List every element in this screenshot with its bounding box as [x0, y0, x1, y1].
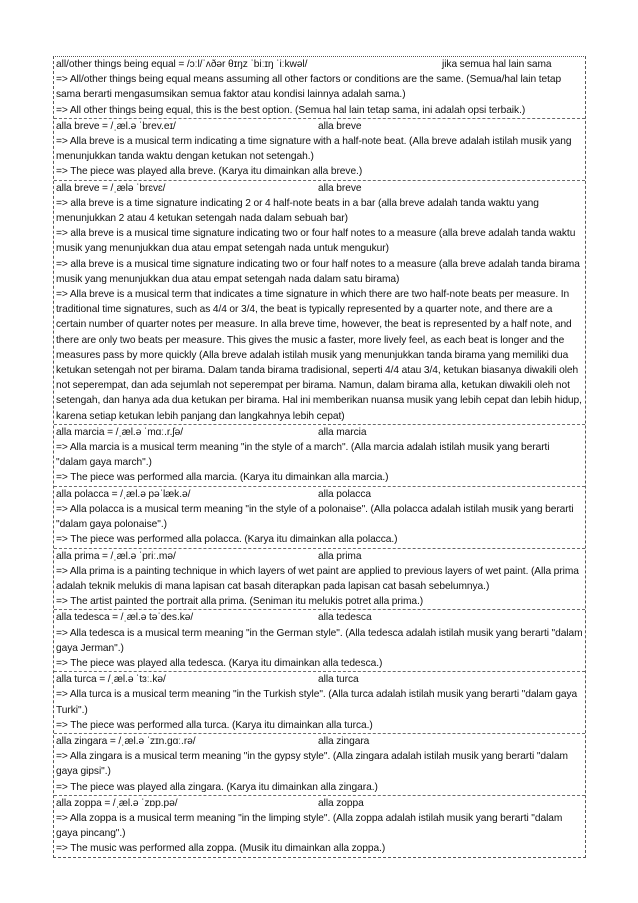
entry-term: alla zingara = /ˌæl.ə ˈzɪn.ɡɑː.rə/ — [56, 735, 196, 747]
entry-translation: alla zingara — [318, 735, 370, 747]
entry-definition: => Alla breve is a musical term indicating a time signature with a half-note beat. (Alla breve adalah istilah musik yang menunjukkan tanda waktu dengan ketukan not setengah.) — [56, 136, 572, 163]
entry-translation: alla tedesca — [318, 612, 372, 624]
entry-example: => The piece was played alla zingara. (Karya itu dimainkan alla zingara.) — [56, 781, 378, 793]
entry-definition: => Alla polacca is a musical term meaning "in the style of a polonaise". (Alla polacca adalah istilah musik yang berarti "dalam gaya polonaise".) — [56, 503, 574, 531]
entry-translation: alla turca — [318, 674, 359, 686]
entry-definition: => Alla turca is a musical term meaning "in the Turkish style". (Alla turca adalah istilah musik yang berarti "dalam gaya Turki".) — [56, 689, 578, 716]
entry-definition: => Alla prima is a painting technique in which layers of wet paint are applied to previous layers of wet paint. (Alla prima adalah teknik melukis di mana lapisan cat basah diterapkan pada lapisan cat basah sebelumnya.) — [56, 565, 579, 592]
entry-term: alla breve = /ˌæl.ə ˈbrev.eɪ/ — [56, 120, 176, 132]
entry-translation: alla polacca — [318, 488, 372, 500]
glossary-entry — [54, 796, 585, 857]
entry-term: all/other things being equal = /ɔːl/ˈʌðər θɪŋz ˈbiːɪŋ ˈiːkwəl/ — [56, 59, 308, 70]
entry-definition: => All/other things being equal means assuming all other factors or conditions are the same. (Semua/hal lain tetap sama berarti mengasumsikan semua faktor atau kondisi lainnya adalah sama.) — [56, 74, 562, 101]
entry-definition: => Alla zoppa is a musical term meaning "in the limping style". (Alla zoppa adalah istilah musik yang berarti "dalam gaya pincang".) — [56, 812, 563, 840]
entry-translation: alla zoppa — [318, 797, 364, 809]
entry-definition: => Alla tedesca is a musical term meaning "in the German style". (Alla tedesca adalah istilah musik yang berarti "dalam gaya Jerman".) — [56, 627, 583, 654]
entry-term: alla polacca = /ˌæl.ə pəˈlæk.ə/ — [56, 488, 191, 500]
entry-term: alla turca = /ˌæl.ə ˈtɜː.kə/ — [56, 674, 166, 686]
glossary-entry — [54, 610, 585, 672]
entry-definition: => alla breve is a musical time signature indicating two or four half notes to a measure (alla breve adalah tanda birama musik yang menunjukkan dua atau empat setengah nada dalam satu birama) — [56, 258, 580, 285]
glossary-entries — [53, 56, 586, 858]
entry-example: => The artist painted the portrait alla prima. (Seniman itu melukis potret alla prima.) — [56, 596, 424, 608]
entry-term: alla marcia = /ˌæl.ə ˈmɑː.r.ʃə/ — [56, 426, 184, 438]
entry-translation: alla prima — [318, 550, 362, 562]
entry-example: => The piece was played alla tedesca. (Karya itu dimainkan alla tedesca.) — [56, 657, 383, 669]
entry-translation: jika semua hal lain sama — [442, 59, 552, 70]
glossary-entry — [54, 119, 585, 181]
entry-example: => All other things being equal, this is the best option. (Semua hal lain tetap sama, ini adalah opsi terbaik.) — [56, 104, 526, 116]
entry-definition: => Alla breve is a musical term that indicates a time signature in which there are two half-note beats per measure. In traditional time signatures, such as 4/4 or 3/4, the beat is typically represented by a quarter note, and there are a certain number of quarter notes per measure. In alla breve time, however, the beat is represented by a half note, and there are only two beats per measure. This gives the music a faster, more lively feel, as each beat is longer and the measures pass by more quickly (Alla breve adalah istilah musik yang menunjukkan tanda birama yang memiliki dua ketukan setengah not per birama. Dalam tanda birama tradisional, seperti 4/4 atau 3/4, ketukan biasanya diwakili oleh not seperempat, dan ada sejumlah not seperempat per birama. Namun, dalam birama alla, ketukan diwakili oleh not setengah, dan hanya ada dua ketukan per birama. Hal ini memberikan nuansa musik yang lebih cepat dan lebih hidup, karena setiap ketukan lebih panjang dan langkahnya lebih cepat) — [56, 289, 582, 422]
glossary-entry — [54, 57, 585, 119]
entry-definition: => Alla marcia is a musical term meaning "in the style of a march". (Alla marcia adalah istilah musik yang berarti "dalam gaya march".) — [56, 442, 550, 469]
glossary-entry — [54, 734, 585, 796]
entry-translation: alla breve — [318, 120, 362, 132]
glossary-entry — [54, 672, 585, 734]
entry-term: alla tedesca = /ˌæl.ə təˈdes.kə/ — [56, 612, 194, 624]
entry-definition: => alla breve is a musical time signature indicating two or four half notes to a measure (alla breve adalah tanda waktu musik yang menunjukkan dua atau empat setengah nada untuk mengukur) — [56, 228, 576, 255]
glossary-entry — [54, 181, 585, 425]
entry-example: => The piece was performed alla polacca. (Karya itu dimainkan alla polacca.) — [56, 534, 398, 546]
entry-term: alla breve = /ˌælə ˈbrɛvɛ/ — [56, 182, 166, 194]
entry-example: => The piece was played alla breve. (Karya itu dimainkan alla breve.) — [56, 166, 363, 178]
entry-term: alla zoppa = /ˌæl.ə ˈzɒp.pə/ — [56, 797, 178, 809]
entry-definition: => Alla zingara is a musical term meaning "in the gypsy style". (Alla zingara adalah istilah musik yang berarti "dalam gaya gipsi".) — [56, 751, 568, 778]
glossary-entry — [54, 549, 585, 611]
glossary-entry — [54, 487, 585, 549]
entry-example: => The music was performed alla zoppa. (Musik itu dimainkan alla zoppa.) — [56, 843, 386, 855]
glossary-entry — [54, 425, 585, 487]
entry-translation: alla marcia — [318, 426, 367, 438]
entry-example: => The piece was performed alla turca. (Karya itu dimainkan alla turca.) — [56, 719, 373, 731]
entry-translation: alla breve — [318, 182, 362, 194]
entry-definition: => alla breve is a time signature indicating 2 or 4 half-note beats in a bar (alla breve adalah tanda waktu yang menunjukkan 2 atau 4 ketukan setengah nada dalam sebuah bar) — [56, 197, 539, 225]
entry-term: alla prima = /ˌæl.ə ˈpriː.mə/ — [56, 550, 176, 562]
entry-example: => The piece was performed alla marcia. (Karya itu dimainkan alla marcia.) — [56, 472, 389, 484]
